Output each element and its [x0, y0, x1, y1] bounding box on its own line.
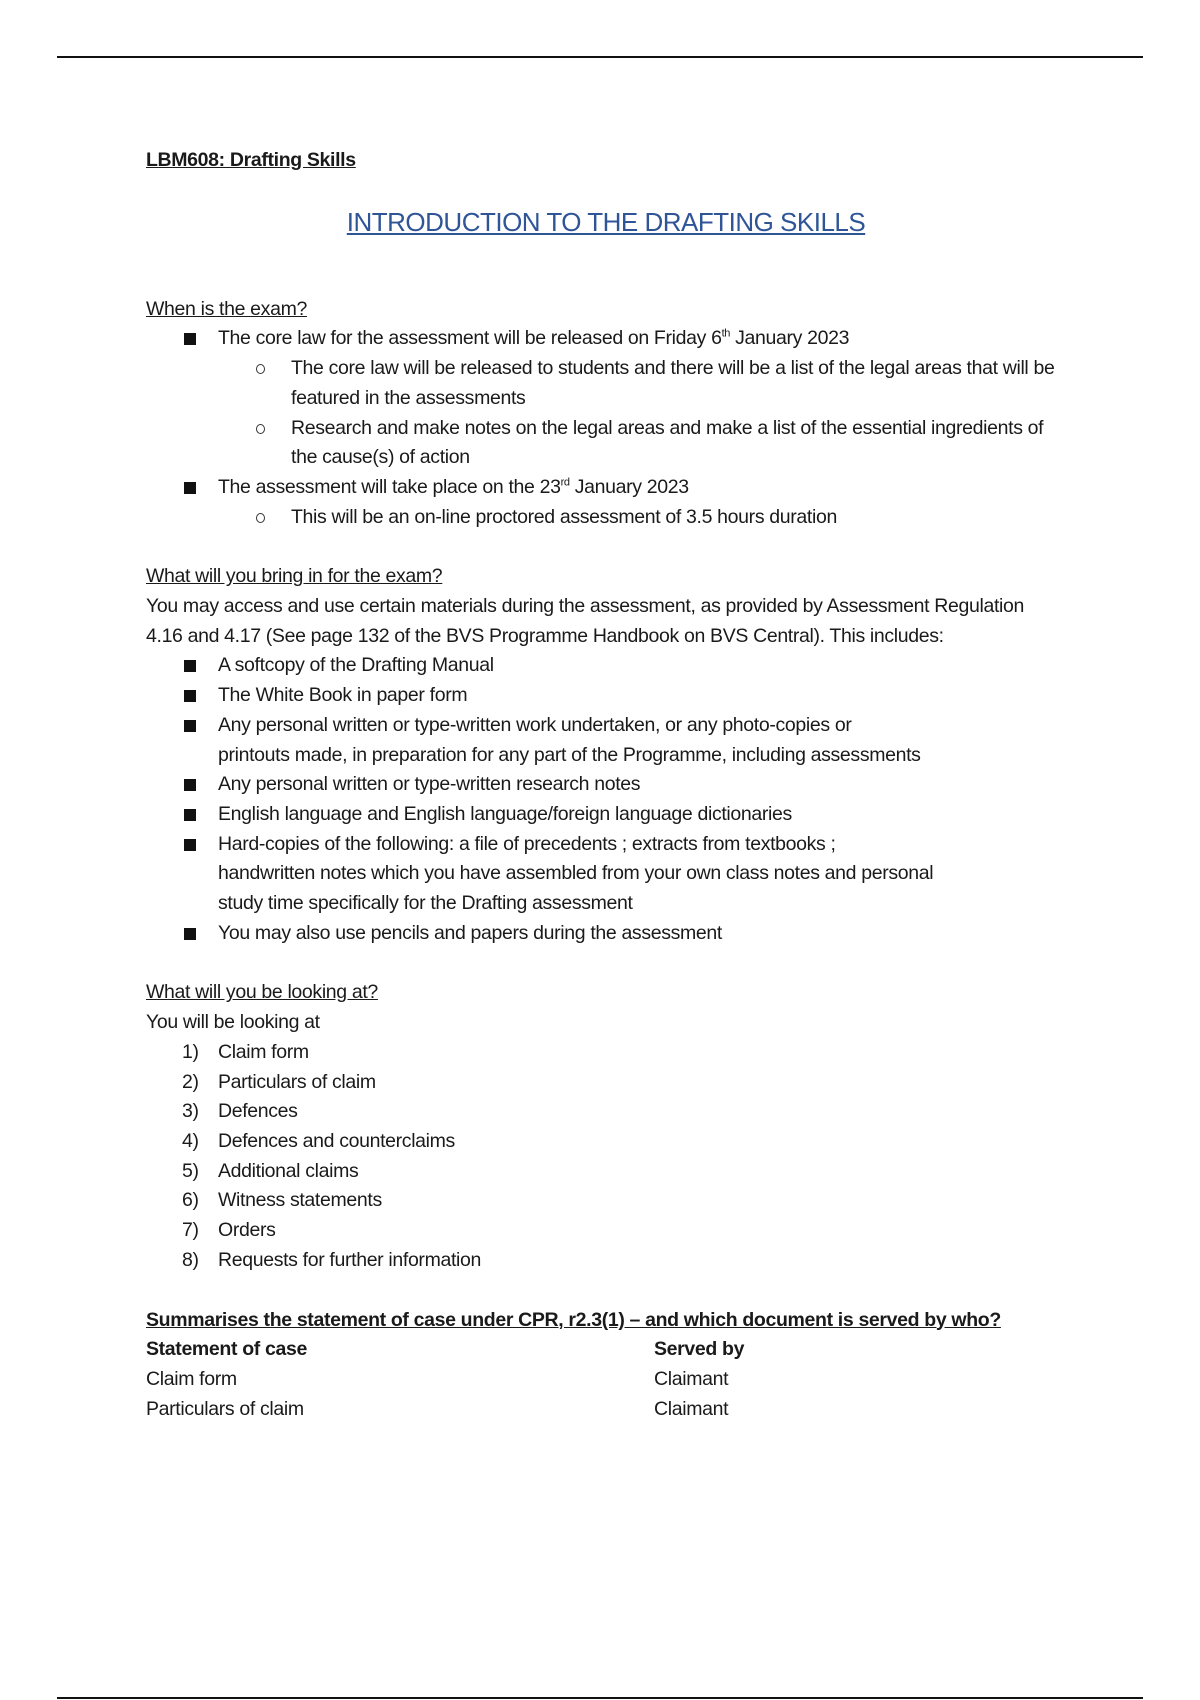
square-bullet-icon — [184, 809, 196, 821]
looking-at-intro: You will be looking at — [146, 1011, 320, 1034]
column-header: Served by — [654, 1338, 745, 1361]
text: You may also use pencils and papers during the assessment — [218, 921, 722, 944]
list-number: 8) — [182, 1248, 199, 1271]
list-item — [146, 800, 1066, 830]
superscript: th — [721, 327, 731, 340]
table-cell: Claim form — [146, 1367, 237, 1390]
list-number: 4) — [182, 1129, 199, 1152]
list-item — [146, 1186, 1066, 1216]
square-bullet-icon — [184, 660, 196, 672]
circle-bullet-icon — [256, 424, 265, 434]
text: The core law will be released to students and there will be a list of the legal areas that will be featured in the assessments — [291, 357, 1055, 409]
square-bullet-icon — [184, 839, 196, 851]
table-row — [146, 1395, 1066, 1425]
section-heading-materials: What will you bring in for the exam? — [146, 565, 443, 588]
document-title: INTRODUCTION TO THE DRAFTING SKILLS — [346, 206, 866, 237]
table-header — [146, 1335, 1066, 1365]
list-item — [146, 1216, 1066, 1246]
superscript: rd — [560, 476, 570, 489]
list-item — [146, 1246, 1066, 1276]
statement-table — [146, 1335, 1066, 1424]
text: Hard-copies of the following: a file of precedents ; extracts from textbooks ; handwritten notes which you have assembled from your own class notes and personal study time specifically for the Drafting assessment — [218, 832, 934, 915]
square-bullet-icon — [184, 333, 196, 345]
circle-bullet-icon — [256, 364, 265, 374]
text: Claim form — [218, 1040, 309, 1063]
course-code: LBM608: Drafting Skills — [146, 149, 356, 171]
document-types-list — [146, 1038, 1066, 1276]
exam-date-list — [146, 324, 1066, 532]
list-number: 2) — [182, 1070, 199, 1093]
table-row — [146, 1365, 1066, 1395]
text: English language and English language/foreign language dictionaries — [218, 802, 792, 825]
section-heading-statement-of-case: Summarises the statement of case under CPR, r2.3(1) – and which document is served by who? — [146, 1308, 1001, 1331]
list-item — [146, 681, 1066, 711]
table-cell: Claimant — [654, 1397, 729, 1420]
table-cell: Particulars of claim — [146, 1397, 304, 1420]
materials-list — [146, 651, 1066, 948]
list-item — [146, 1038, 1066, 1068]
list-item — [146, 1097, 1066, 1127]
list-number: 5) — [182, 1159, 199, 1182]
list-item — [146, 414, 1066, 473]
materials-intro: You may access and use certain materials during the assessment, as provided by Assessment Regulation 4.16 and 4.17 (See page 132 of the BVS Programme Handbook on BVS Central). This includes: — [146, 595, 1025, 647]
text: Any personal written or type-written work undertaken, or any photo-copies or printouts made, in preparation for any part of the Programme, including assessments — [218, 713, 921, 766]
top-rule — [57, 56, 1143, 58]
square-bullet-icon — [184, 690, 196, 702]
list-number: 1) — [182, 1040, 199, 1063]
list-item — [146, 919, 1066, 949]
section-heading-exam-date: When is the exam? — [146, 297, 307, 320]
text: Defences and counterclaims — [218, 1129, 455, 1152]
list-number: 3) — [182, 1100, 199, 1123]
text: A softcopy of the Drafting Manual — [218, 654, 494, 677]
text: January 2023 — [730, 327, 850, 350]
text: Requests for further information — [218, 1248, 482, 1271]
list-item — [146, 830, 1066, 919]
circle-bullet-icon — [256, 513, 265, 523]
text: Research and make notes on the legal areas and make a list of the essential ingredients of the cause(s) of action — [291, 416, 1044, 469]
column-header: Statement of case — [146, 1338, 307, 1361]
text: Particulars of claim — [218, 1070, 376, 1093]
list-number: 7) — [182, 1219, 199, 1242]
text: Additional claims — [218, 1159, 359, 1182]
list-item — [146, 711, 1066, 770]
list-item — [146, 1157, 1066, 1187]
list-number: 6) — [182, 1189, 199, 1212]
square-bullet-icon — [184, 720, 196, 732]
text: January 2023 — [569, 475, 689, 498]
list-item — [146, 1068, 1066, 1098]
text: This will be an on-line proctored assessment of 3.5 hours duration — [291, 505, 837, 528]
square-bullet-icon — [184, 928, 196, 940]
text: The core law for the assessment will be released on Friday 6 — [218, 327, 722, 350]
document-page — [146, 146, 1066, 1424]
list-item — [146, 651, 1066, 681]
square-bullet-icon — [184, 779, 196, 791]
square-bullet-icon — [184, 482, 196, 494]
section-heading-looking-at: What will you be looking at? — [146, 981, 378, 1004]
list-item — [146, 503, 1066, 533]
text: Orders — [218, 1219, 276, 1242]
text: The assessment will take place on the 23 — [218, 475, 561, 498]
bottom-rule — [57, 1697, 1143, 1699]
text: Defences — [218, 1100, 298, 1123]
list-item — [146, 324, 1066, 354]
list-item — [146, 473, 1066, 503]
list-item — [146, 770, 1066, 800]
text: The White Book in paper form — [218, 684, 468, 707]
text: Any personal written or type-written research notes — [218, 773, 641, 796]
table-cell: Claimant — [654, 1367, 729, 1390]
text: Witness statements — [218, 1189, 382, 1212]
list-item — [146, 1127, 1066, 1157]
list-item — [146, 354, 1066, 413]
